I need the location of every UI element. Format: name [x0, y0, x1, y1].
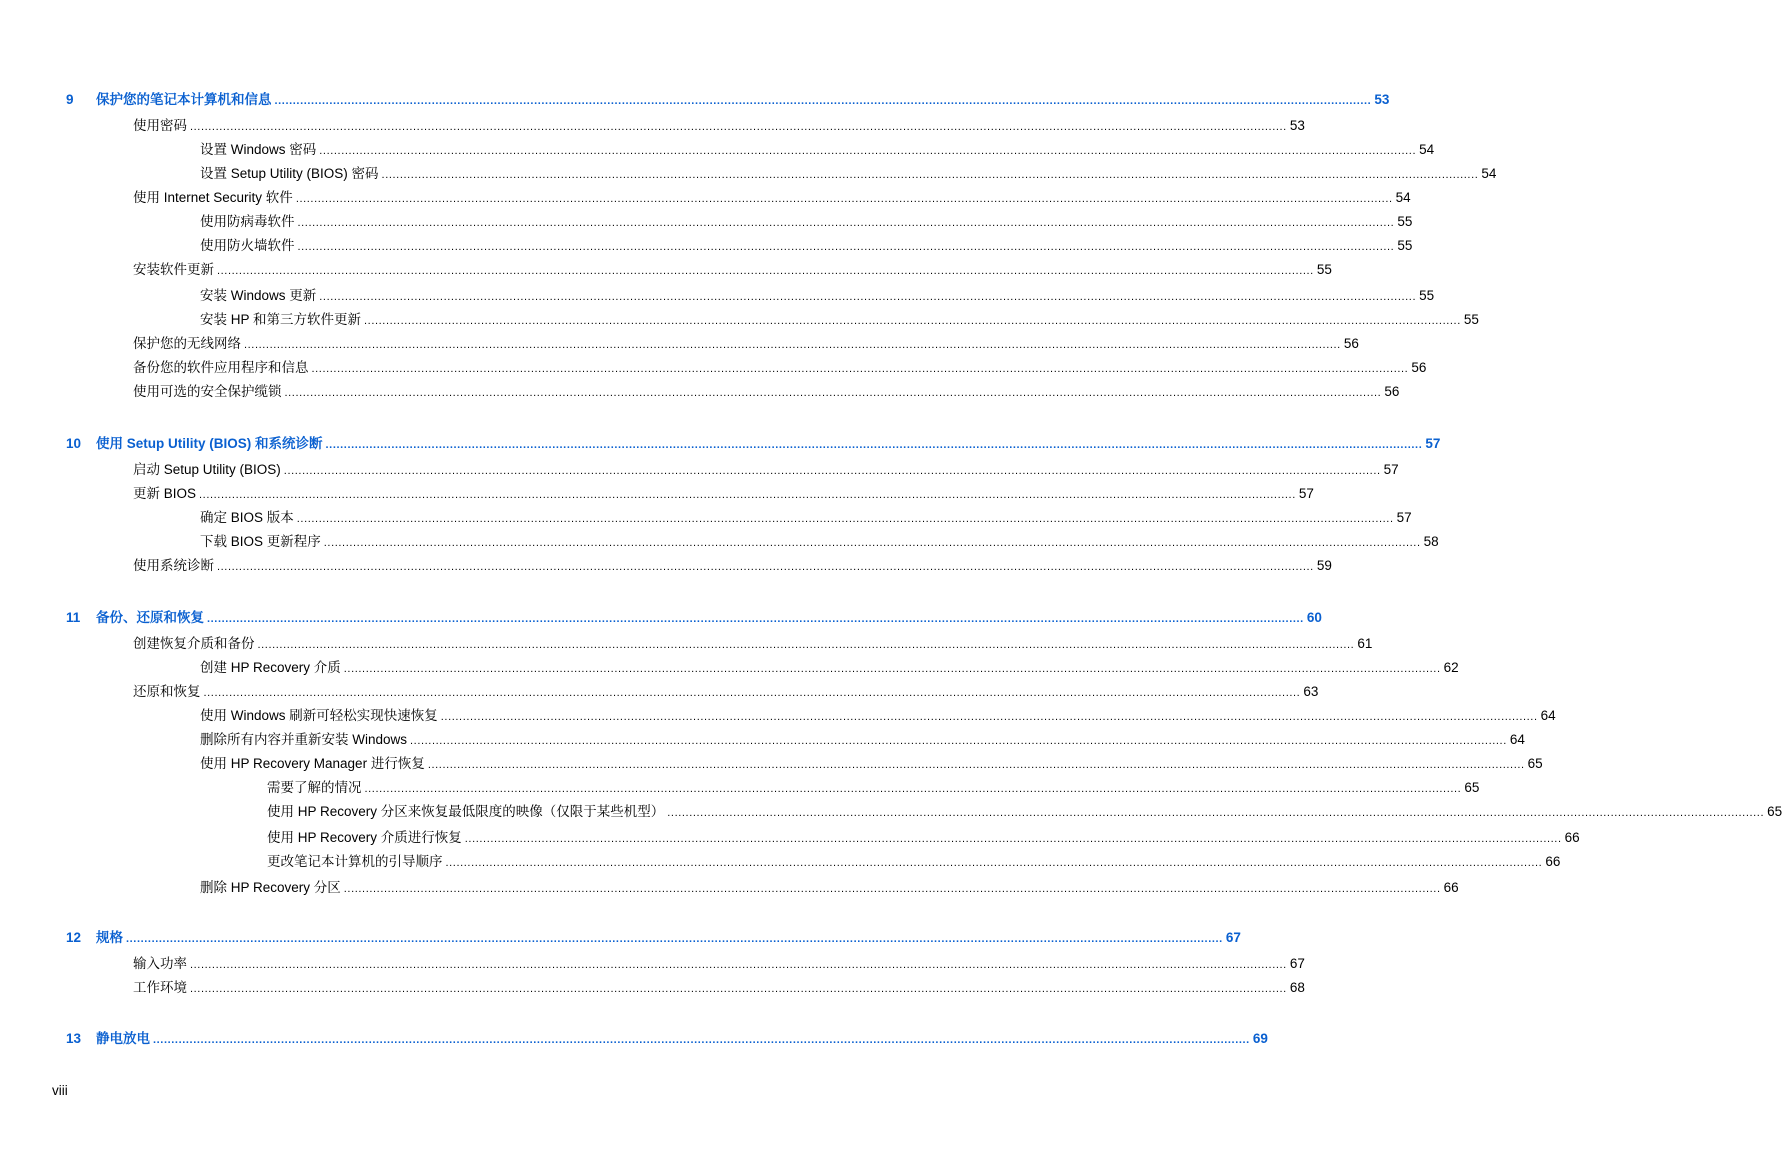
toc-entry[interactable] — [133, 332, 1359, 352]
entry-title: 设置 Setup Utility (BIOS) 密码 — [200, 166, 379, 181]
entry-title: 输入功率 — [133, 956, 187, 971]
page-number-ref: 54 — [1481, 166, 1497, 181]
dot-leader: ............................................................................................................................................................................................................................................................................................................ — [297, 217, 1395, 229]
dot-leader: ............................................................................................................................................................................................................................................................................................................ — [325, 439, 1423, 451]
page-number-ref: 65 — [1527, 756, 1543, 771]
toc-entry[interactable] — [200, 656, 1459, 676]
entry-title: 确定 BIOS 版本 — [200, 510, 294, 525]
dot-leader: ............................................................................................................................................................................................................................................................................................................ — [217, 265, 1314, 277]
page-number-ref: 57 — [1383, 462, 1399, 477]
entry-title: 使用可选的安全保护缆锁 — [133, 384, 282, 399]
dot-leader: ............................................................................................................................................................................................................................................................................................................ — [445, 857, 1543, 869]
entry-title: 使用 Windows 刷新可轻松实现快速恢复 — [200, 708, 438, 723]
entry-title: 工作环境 — [133, 980, 187, 995]
entry-title: 创建恢复介质和备份 — [133, 636, 255, 651]
page-number-ref: 61 — [1357, 636, 1373, 651]
entry-title: 更改笔记本计算机的引导顺序 — [267, 854, 443, 869]
dot-leader: ............................................................................................................................................................................................................................................................................................................ — [667, 807, 1765, 819]
page-number-ref: 65 — [1767, 804, 1782, 819]
entry-title: 备份您的软件应用程序和信息 — [133, 360, 309, 375]
dot-leader: ............................................................................................................................................................................................................................................................................................................ — [364, 783, 1462, 795]
page-number-ref: 57 — [1396, 510, 1412, 525]
toc-entry[interactable] — [200, 506, 1412, 526]
entry-title: 使用密码 — [133, 118, 187, 133]
entry-title: 使用防火墙软件 — [200, 238, 295, 253]
page-number-ref: 65 — [1464, 780, 1480, 795]
dot-leader: ............................................................................................................................................................................................................................................................................................................ — [203, 687, 1301, 699]
page-number-ref: 55 — [1419, 288, 1435, 303]
page-number-ref: 58 — [1423, 534, 1439, 549]
chapter-title: 静电放电 — [96, 1031, 150, 1046]
entry-title: 使用系统诊断 — [133, 558, 214, 573]
page-number-ref: 59 — [1316, 558, 1332, 573]
page-number-ref: 66 — [1443, 880, 1459, 895]
chapter-title: 保护您的笔记本计算机和信息 — [96, 92, 272, 107]
page-number-ref: 67 — [1289, 956, 1305, 971]
entry-title: 下载 BIOS 更新程序 — [200, 534, 321, 549]
page-number-ref: 55 — [1397, 214, 1413, 229]
chapter-number: 11 — [66, 610, 81, 625]
toc-entry[interactable] — [133, 482, 1314, 502]
toc-entry[interactable] — [133, 680, 1319, 700]
toc-entry[interactable] — [267, 776, 1480, 796]
toc-entry[interactable] — [200, 752, 1543, 772]
page-number-ref: 68 — [1289, 980, 1305, 995]
toc-entry[interactable] — [133, 356, 1427, 376]
page-number-ref: 69 — [1252, 1031, 1268, 1046]
entry-title: 安装软件更新 — [133, 262, 214, 277]
toc-entry[interactable] — [200, 210, 1413, 230]
entry-title: 使用 HP Recovery 介质进行恢复 — [267, 830, 462, 845]
toc-entry[interactable] — [133, 114, 1305, 134]
entry-title: 删除所有内容并重新安装 Windows — [200, 732, 408, 747]
entry-title: 保护您的无线网络 — [133, 336, 241, 351]
toc-entry[interactable] — [200, 308, 1479, 328]
toc-entry[interactable] — [200, 876, 1459, 896]
entry-title: 需要了解的情况 — [267, 780, 362, 795]
dot-leader: ............................................................................................................................................................................................................................................................................................................ — [343, 663, 1441, 675]
dot-leader: ............................................................................................................................................................................................................................................................................................................ — [207, 613, 1304, 625]
dot-leader: ............................................................................................................................................................................................................................................................................................................ — [323, 537, 1421, 549]
page-number-ref: 54 — [1395, 190, 1411, 205]
toc-entry[interactable] — [133, 258, 1332, 278]
toc-chapter-9[interactable] — [66, 88, 1390, 108]
dot-leader: ............................................................................................................................................................................................................................................................................................................ — [257, 639, 1355, 651]
page-number-ref: 55 — [1316, 262, 1332, 277]
entry-title: 启动 Setup Utility (BIOS) — [133, 462, 281, 477]
page-number-ref: 64 — [1540, 708, 1556, 723]
toc-entry[interactable] — [200, 530, 1439, 550]
dot-leader: ............................................................................................................................................................................................................................................................................................................ — [126, 933, 1223, 945]
entry-title: 删除 HP Recovery 分区 — [200, 880, 341, 895]
dot-leader: ............................................................................................................................................................................................................................................................................................................ — [311, 363, 1409, 375]
toc-entry[interactable] — [133, 976, 1305, 996]
chapter-title: 规格 — [96, 930, 123, 945]
entry-title: 设置 Windows 密码 — [200, 142, 317, 157]
toc-entry[interactable] — [200, 138, 1435, 158]
entry-title: 安装 HP 和第三方软件更新 — [200, 312, 362, 327]
toc-entry[interactable] — [133, 186, 1411, 206]
chapter-number: 9 — [66, 92, 74, 107]
entry-title: 使用 Internet Security 软件 — [133, 190, 293, 205]
page-number-ref: 54 — [1419, 142, 1435, 157]
toc-entry[interactable] — [200, 162, 1497, 182]
chapter-title: 使用 Setup Utility (BIOS) 和系统诊断 — [96, 436, 323, 451]
dot-leader: ............................................................................................................................................................................................................................................................................................................ — [244, 339, 1341, 351]
page-number-ref: 66 — [1564, 830, 1580, 845]
page-number-ref: 56 — [1343, 336, 1359, 351]
page-number-ref: 64 — [1509, 732, 1525, 747]
entry-title: 更新 BIOS — [133, 486, 197, 501]
chapter-number: 13 — [66, 1031, 82, 1046]
dot-leader: ............................................................................................................................................................................................................................................................................................................ — [283, 465, 1381, 477]
entry-title: 使用 HP Recovery 分区来恢复最低限度的映像（仅限于某些机型） — [267, 804, 665, 819]
dot-leader: ............................................................................................................................................................................................................................................................................................................ — [297, 241, 1395, 253]
dot-leader: ............................................................................................................................................................................................................................................................................................................ — [190, 983, 1287, 995]
dot-leader: ............................................................................................................................................................................................................................................................................................................ — [319, 145, 1417, 157]
dot-leader: ............................................................................................................................................................................................................................................................................................................ — [427, 759, 1525, 771]
toc-entry[interactable] — [133, 952, 1305, 972]
toc-entry[interactable] — [133, 554, 1332, 574]
page-number-ref: 56 — [1384, 384, 1400, 399]
dot-leader: ............................................................................................................................................................................................................................................................................................................ — [440, 711, 1538, 723]
toc-entry[interactable] — [200, 234, 1413, 254]
toc-entry[interactable] — [267, 826, 1580, 846]
dot-leader: ............................................................................................................................................................................................................................................................................................................ — [190, 121, 1287, 133]
toc-entry[interactable] — [267, 800, 1782, 820]
toc-entry[interactable] — [200, 704, 1556, 724]
page-number-ref: 53 — [1289, 118, 1305, 133]
page-number-ref: 57 — [1425, 436, 1441, 451]
dot-leader: ............................................................................................................................................................................................................................................................................................................ — [190, 959, 1287, 971]
dot-leader: ............................................................................................................................................................................................................................................................................................................ — [284, 387, 1382, 399]
page-number: viii — [52, 1083, 68, 1098]
page-number-ref: 63 — [1303, 684, 1319, 699]
entry-title: 还原和恢复 — [133, 684, 201, 699]
page-number-ref: 55 — [1463, 312, 1479, 327]
dot-leader: ............................................................................................................................................................................................................................................................................................................ — [199, 489, 1296, 501]
dot-leader: ............................................................................................................................................................................................................................................................................................................ — [410, 735, 1507, 747]
toc-entry[interactable] — [267, 850, 1561, 870]
page-number-ref: 56 — [1411, 360, 1427, 375]
toc-entry[interactable] — [133, 380, 1400, 400]
page-number-ref: 57 — [1298, 486, 1314, 501]
entry-title: 使用 HP Recovery Manager 进行恢复 — [200, 756, 425, 771]
dot-leader: ............................................................................................................................................................................................................................................................................................................ — [274, 95, 1372, 107]
dot-leader: ............................................................................................................................................................................................................................................................................................................ — [295, 193, 1393, 205]
toc-entry[interactable] — [200, 284, 1435, 304]
page-number-ref: 67 — [1225, 930, 1241, 945]
dot-leader: ............................................................................................................................................................................................................................................................................................................ — [153, 1034, 1250, 1046]
toc-chapter-12[interactable] — [66, 926, 1241, 946]
page-number-ref: 66 — [1545, 854, 1561, 869]
dot-leader: ............................................................................................................................................................................................................................................................................................................ — [296, 513, 1394, 525]
chapter-number: 12 — [66, 930, 82, 945]
entry-title: 使用防病毒软件 — [200, 214, 295, 229]
dot-leader: ............................................................................................................................................................................................................................................................................................................ — [217, 561, 1314, 573]
toc-chapter-10[interactable] — [66, 432, 1441, 452]
toc-chapter-11[interactable] — [66, 606, 1322, 626]
chapter-number: 10 — [66, 436, 82, 451]
dot-leader: ............................................................................................................................................................................................................................................................................................................ — [464, 833, 1562, 845]
chapter-title: 备份、还原和恢复 — [96, 610, 204, 625]
toc-chapter-13[interactable] — [66, 1027, 1268, 1047]
entry-title: 创建 HP Recovery 介质 — [200, 660, 341, 675]
page-number-ref: 62 — [1443, 660, 1459, 675]
dot-leader: ............................................................................................................................................................................................................................................................................................................ — [343, 883, 1441, 895]
dot-leader: ............................................................................................................................................................................................................................................................................................................ — [319, 291, 1417, 303]
page-number-ref: 53 — [1374, 92, 1390, 107]
page-number-ref: 55 — [1397, 238, 1413, 253]
page-number-ref: 60 — [1306, 610, 1322, 625]
dot-leader: ............................................................................................................................................................................................................................................................................................................ — [381, 169, 1479, 181]
toc-entry[interactable] — [133, 632, 1373, 652]
dot-leader: ............................................................................................................................................................................................................................................................................................................ — [364, 315, 1461, 327]
toc-entry[interactable] — [133, 458, 1399, 478]
toc-entry[interactable] — [200, 728, 1525, 748]
entry-title: 安装 Windows 更新 — [200, 288, 317, 303]
